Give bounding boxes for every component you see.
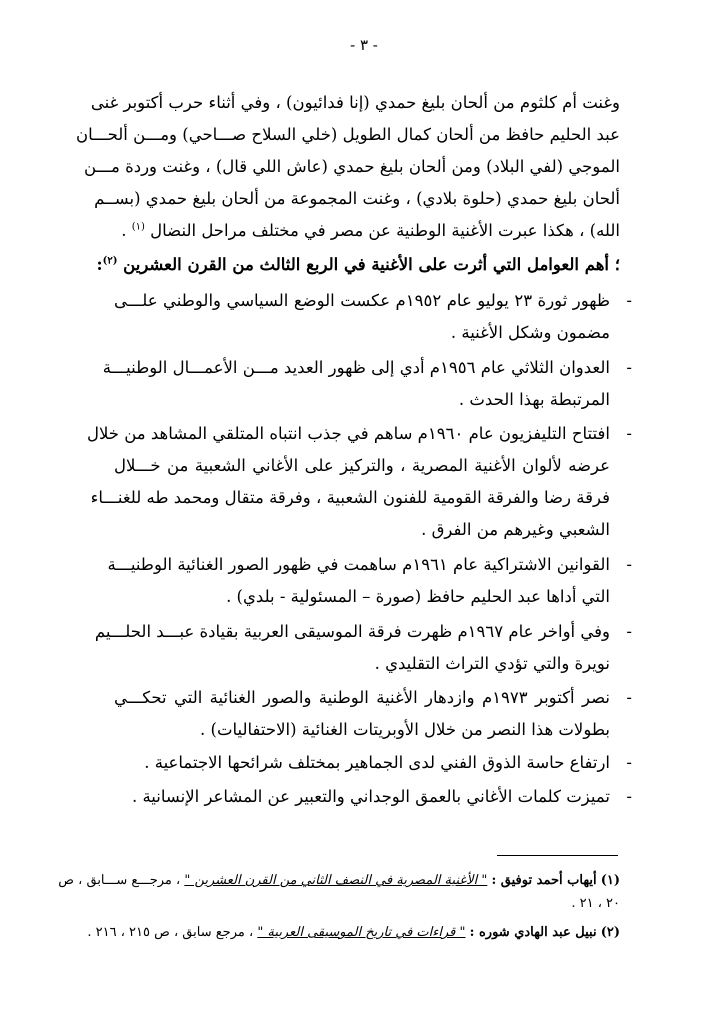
footnote-author: نبيل عبد الهادي شوره : (469, 925, 597, 940)
bullet-marker: - (626, 622, 632, 641)
paragraph-end: . (121, 221, 127, 240)
footnote-ref: (١) (131, 221, 145, 233)
bullet-marker: - (626, 358, 632, 377)
bullet-marker: - (626, 753, 632, 772)
heading-marker: ؛ (614, 255, 620, 274)
list-item-line: تميزت كلمات الأغاني بالعمق الوجداني والتعبير عن المشاعر الإنسانية . (131, 787, 610, 806)
bullet-marker: - (626, 424, 632, 443)
paragraph-line: وغنت أم كلثوم من ألحان بليغ حمدي (إنا فدائيون) ، وفي أثناء حرب أكتوبر غنى (90, 93, 620, 112)
list-item-line: عرضه لألوان الأغنية المصرية ، والتركيز على الأغاني الشعبية من خـــلال (114, 456, 610, 475)
footnote-number: (٢) (600, 925, 620, 940)
bullet-marker: - (626, 291, 632, 310)
bullet-marker: - (626, 555, 632, 574)
footnote-separator (497, 855, 618, 856)
paragraph-last-line (114, 220, 620, 242)
bullet-marker: - (626, 688, 632, 707)
footnote-source: ، مرجـــع ســـابق ، ص (58, 873, 181, 888)
footnote-ref: (٢) (102, 255, 118, 267)
list-item-line: نصر أكتوبر ١٩٧٣م وازدهار الأغنية الوطنية والصور الغنائية التي تحكـــي (114, 688, 610, 707)
list-item-line: وفي أواخر عام ١٩٦٧م ظهرت فرقة الموسيقى العربية بقيادة عبـــد الحلـــيم (94, 622, 610, 641)
list-item-line: ارتفاع حاسة الذوق الفني لدى الجماهير بمختلف شرائحها الاجتماعية . (144, 753, 610, 772)
list-item-line: القوانين الاشتراكية عام ١٩٦١م ساهمت في ظهور الصور الغنائية الوطنيـــة (107, 555, 610, 574)
paragraph-line: ألحان بليغ حمدي (حلوة بلادي) ، وغنت المجموعة من ألحان بليغ حمدي (بســم (94, 189, 620, 208)
list-item-line: التي أداها عبد الحليم حافظ (صورة – المسئولية - بلدي) . (226, 587, 610, 606)
heading-colon: : (96, 255, 103, 274)
list-item-line: العدوان الثلاثي عام ١٩٥٦م أدي إلى ظهور العديد مـــن الأعمـــال الوطنيـــة (102, 358, 610, 377)
footnote-1 (58, 872, 620, 890)
footnote-number: (١) (600, 873, 620, 888)
paragraph-text: الله) ، هكذا عبرت الأغنية الوطنية عن مصر في مختلف مراحل النضال (150, 221, 620, 240)
section-heading (96, 254, 620, 276)
paragraph-line: عبد الحليم حافظ من ألحان كمال الطويل (خلي السلاح صـــاحي) ومـــن ألحـــان (75, 125, 620, 144)
list-item-line: بطولات هذا النصر من خلال الأوبريتات الغنائية (الاحتفاليات) . (200, 720, 610, 739)
footnote-title: " الأغنية المصرية في النصف الثاني من القرن العشرين " (184, 873, 488, 888)
footnote-source: ، مرجع سابق ، ص ٢١٥ ، ٢١٦ . (87, 925, 254, 940)
page-number: - ٣ - (350, 36, 378, 54)
footnote-2 (87, 924, 620, 942)
list-item-line: افتتاح التليفزيون عام ١٩٦٠م ساهم في جذب انتباه المتلقي المشاهد من خلال (86, 424, 610, 443)
list-item-line: الشعبي وغيرهم من الفرق . (421, 520, 610, 539)
footnote-title: " قراءات في تاريخ الموسيقى العربية " (257, 925, 466, 940)
bullet-marker: - (626, 787, 632, 806)
footnote-1-continued: ٢٠ ، ٢١ . (571, 896, 620, 911)
list-item-line: ظهور ثورة ٢٣ يوليو عام ١٩٥٢م عكست الوضع السياسي والوطني علـــى (114, 291, 610, 310)
list-item-line: نويرة والتي تؤدي التراث التقليدي . (374, 654, 610, 673)
footnote-author: أيهاب أحمد توفيق : (491, 873, 597, 888)
paragraph-line: الموجي (لفي البلاد) ومن ألحان بليغ حمدي (عاش اللي قال) ، وغنت وردة مـــن (83, 157, 620, 176)
list-item-line: المرتبطة بهذا الحدث . (458, 390, 610, 409)
heading-text: أهم العوامل التي أثرت على الأغنية في الربع الثالث من القرن العشرين (123, 255, 609, 274)
list-item-line: فرقة رضا والفرقة القومية للفنون الشعبية ، وفرقة متقال ومحمد طه للغنـــاء (90, 488, 610, 507)
list-item-line: مضمون وشكل الأغنية . (450, 323, 610, 342)
